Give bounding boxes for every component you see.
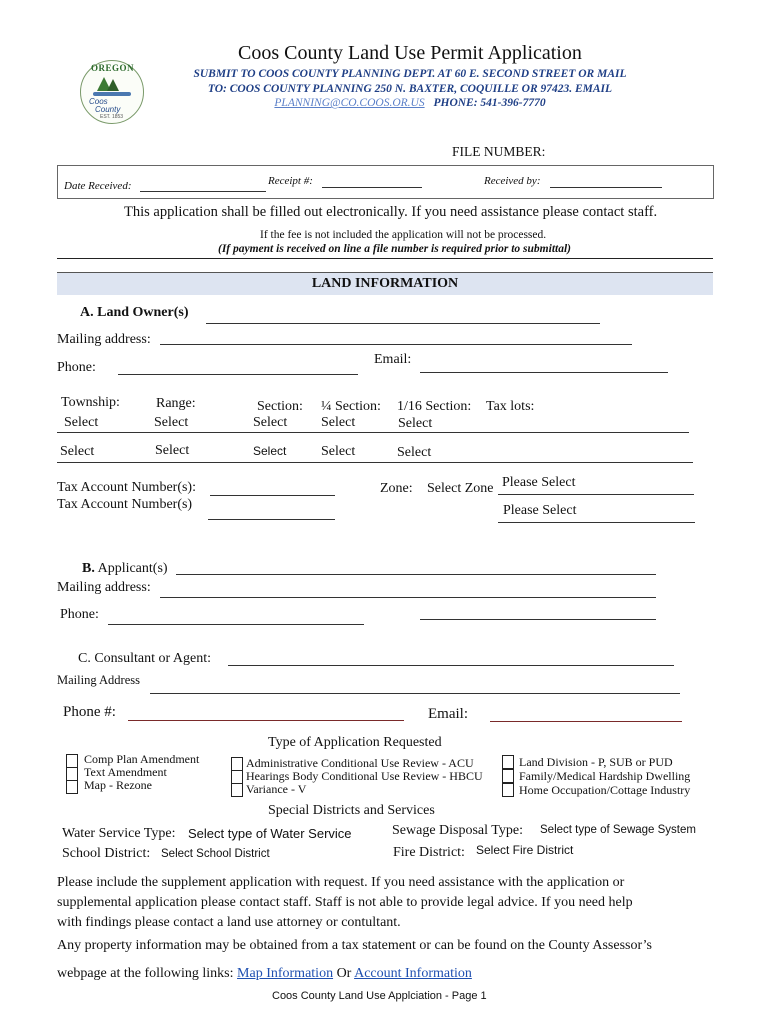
map-rezone-label: Map - Rezone bbox=[84, 778, 152, 792]
consultant-email-label: Email: bbox=[428, 706, 468, 722]
home-occupation-label: Home Occupation/Cottage Industry bbox=[519, 783, 691, 797]
township-label: Township: bbox=[61, 395, 120, 410]
consultant-phone-field[interactable] bbox=[128, 720, 404, 721]
owner-mailing-field[interactable] bbox=[160, 344, 632, 345]
text-amendment-checkbox[interactable] bbox=[66, 767, 78, 781]
map-information-link[interactable]: Map Information bbox=[237, 966, 334, 981]
quarter-section-select-2[interactable]: Select bbox=[321, 444, 356, 459]
applicant-label bbox=[82, 561, 168, 577]
receipt-label: Receipt #: bbox=[268, 175, 313, 187]
submit-instructions-line2: TO: COOS COUNTY PLANNING 250 N. BAXTER, COQUILLE OR 97423. EMAIL bbox=[207, 83, 613, 95]
zone-please-select-2[interactable]: Please Select bbox=[503, 503, 577, 518]
electronic-notice: This application shall be filled out electronically. If you need assistance please contact staff. bbox=[124, 204, 658, 220]
school-district-label: School District: bbox=[62, 846, 151, 861]
app-type-col3 bbox=[519, 755, 690, 797]
section-select-1[interactable]: Select bbox=[253, 415, 288, 430]
links-prefix: webpage at the following links: bbox=[57, 966, 234, 981]
consultant-email-field[interactable] bbox=[490, 721, 682, 722]
applicant-prefix: B. bbox=[82, 561, 95, 576]
planning-email-link[interactable]: PLANNING@CO.COOS.OR.US bbox=[274, 97, 425, 109]
consultant-phone-label: Phone #: bbox=[63, 704, 116, 720]
supplement-line-1: Please include the supplement application with request. If you need assistance with the application or bbox=[57, 875, 625, 890]
water-icon bbox=[93, 92, 131, 96]
logo-coos-text: Coos bbox=[89, 97, 108, 106]
land-division-label: Land Division - P, SUB or PUD bbox=[519, 755, 673, 769]
section-title: LAND INFORMATION bbox=[311, 276, 459, 291]
supplement-line-3: with findings please contact a land use attorney or contultant. bbox=[57, 915, 401, 930]
file-number-label: FILE NUMBER: bbox=[452, 144, 546, 159]
variance-checkbox[interactable] bbox=[231, 783, 243, 797]
sixteenth-section-select-1[interactable]: Select bbox=[398, 416, 433, 431]
sixteenth-section-label: 1/16 Section: bbox=[397, 399, 472, 414]
text-amendment-label: Text Amendment bbox=[84, 765, 167, 779]
owner-email-label: Email: bbox=[374, 352, 412, 367]
applicant-phone-field[interactable] bbox=[108, 624, 364, 625]
row-1-underline bbox=[57, 432, 689, 433]
hbcu-label: Hearings Body Conditional Use Review - HBCU bbox=[246, 769, 483, 783]
home-occupation-checkbox[interactable] bbox=[502, 783, 514, 797]
applicant-field[interactable] bbox=[176, 574, 656, 575]
consultant-label bbox=[78, 651, 211, 667]
owner-email-field[interactable] bbox=[420, 372, 668, 373]
owner-phone-label: Phone: bbox=[57, 360, 96, 375]
applicant-email-field[interactable] bbox=[420, 619, 656, 620]
fire-district-label: Fire District: bbox=[393, 845, 465, 860]
logo-county-text: County bbox=[95, 105, 121, 114]
tax-account-label-1: Tax Account Number(s): bbox=[57, 480, 196, 495]
tax-account-field-2[interactable] bbox=[208, 519, 335, 520]
comp-plan-amendment-label: Comp Plan Amendment bbox=[84, 752, 200, 766]
row-2-underline bbox=[57, 462, 693, 463]
zone-field-1 bbox=[498, 494, 694, 495]
app-type-col2 bbox=[246, 757, 483, 796]
zone-please-select-1[interactable]: Please Select bbox=[502, 475, 576, 490]
logo-est-text: EST. 1853 bbox=[100, 114, 124, 120]
consultant-label-text: Consultant or Agent: bbox=[94, 651, 212, 666]
quarter-section-select-1[interactable]: Select bbox=[321, 415, 356, 430]
application-type-title: Type of Application Requested bbox=[268, 735, 442, 750]
tax-account-field-1[interactable] bbox=[210, 495, 335, 496]
acu-checkbox[interactable] bbox=[231, 757, 243, 771]
applicant-phone-label: Phone: bbox=[60, 607, 99, 622]
page-title: Coos County Land Use Permit Application bbox=[238, 42, 582, 64]
date-received-field[interactable] bbox=[140, 191, 266, 192]
districts-title: Special Districts and Services bbox=[268, 803, 435, 818]
township-select-1[interactable]: Select bbox=[64, 415, 99, 430]
variance-label: Variance - V bbox=[246, 782, 307, 796]
received-by-field[interactable] bbox=[550, 187, 662, 188]
applicant-mailing-field[interactable] bbox=[160, 597, 656, 598]
land-owner-label: A. Land Owner(s) bbox=[80, 305, 189, 320]
sewage-select[interactable]: Select type of Sewage System bbox=[540, 824, 696, 836]
contact-line bbox=[150, 97, 670, 109]
tree-icon bbox=[107, 79, 119, 91]
divider bbox=[57, 258, 713, 259]
hbcu-checkbox[interactable] bbox=[231, 770, 243, 784]
owner-phone-field[interactable] bbox=[118, 374, 358, 375]
land-division-checkbox[interactable] bbox=[502, 755, 514, 769]
logo-arc-text: OREGON bbox=[91, 63, 135, 73]
tax-account-label-2: Tax Account Number(s) bbox=[57, 497, 193, 512]
applicant-mailing-label: Mailing address: bbox=[57, 580, 151, 595]
consultant-prefix: C. bbox=[78, 651, 91, 666]
county-seal-logo bbox=[80, 60, 144, 124]
comp-plan-amendment-checkbox[interactable] bbox=[66, 754, 78, 768]
sewage-label: Sewage Disposal Type: bbox=[392, 823, 523, 838]
consultant-mailing-field[interactable] bbox=[150, 693, 680, 694]
fee-notice: If the fee is not included the application will not be processed. bbox=[260, 229, 547, 241]
sixteenth-section-select-2[interactable]: Select bbox=[397, 445, 432, 460]
zone-field-2 bbox=[498, 522, 695, 523]
map-rezone-checkbox[interactable] bbox=[66, 780, 78, 794]
date-received-label: Date Received: bbox=[64, 180, 132, 192]
section-select-2[interactable]: Select bbox=[253, 444, 287, 458]
water-service-label: Water Service Type: bbox=[62, 826, 176, 841]
account-information-link[interactable]: Account Information bbox=[354, 966, 472, 981]
page-footer: Coos County Land Use Applciation - Page 1 bbox=[272, 990, 487, 1002]
land-owner-field[interactable] bbox=[206, 323, 600, 324]
property-info-line-1: Any property information may be obtained from a tax statement or can be found on the County Assessor’s bbox=[57, 938, 652, 953]
hardship-dwelling-checkbox[interactable] bbox=[502, 769, 514, 783]
acu-label: Administrative Conditional Use Review - ACU bbox=[246, 756, 474, 770]
fire-district-select[interactable]: Select Fire District bbox=[476, 843, 574, 857]
consultant-mailing-label: Mailing Address bbox=[57, 673, 140, 687]
range-label: Range: bbox=[156, 396, 196, 411]
tax-lots-label: Tax lots: bbox=[486, 399, 535, 414]
supplement-line-2: supplemental application please contact staff. Staff is not able to provide legal advice. If you need help bbox=[57, 895, 633, 910]
received-by-label: Received by: bbox=[484, 175, 541, 187]
office-use-box bbox=[57, 165, 714, 199]
payment-notice: (If payment is received on line a file number is required prior to submittal) bbox=[218, 243, 571, 255]
property-info-line-2 bbox=[57, 966, 472, 982]
range-select-1[interactable]: Select bbox=[154, 415, 189, 430]
water-service-select[interactable]: Select type of Water Service bbox=[188, 826, 352, 841]
links-or: Or bbox=[336, 966, 352, 981]
applicant-label-text: Applicant(s) bbox=[97, 561, 168, 576]
receipt-field[interactable] bbox=[322, 187, 422, 188]
hardship-dwelling-label: Family/Medical Hardship Dwelling bbox=[519, 769, 691, 783]
app-type-col1 bbox=[84, 753, 199, 792]
section-label: Section: bbox=[257, 399, 303, 414]
planning-phone: PHONE: 541-396-7770 bbox=[433, 97, 546, 109]
zone-label: Zone: bbox=[380, 481, 413, 496]
township-select-2[interactable]: Select bbox=[60, 444, 95, 459]
submit-instructions-line1: SUBMIT TO COOS COUNTY PLANNING DEPT. AT 60 E. SECOND STREET OR MAIL bbox=[193, 68, 627, 80]
zone-select[interactable]: Select Zone bbox=[427, 481, 494, 496]
land-information-header bbox=[57, 272, 713, 295]
owner-mailing-label: Mailing address: bbox=[57, 332, 151, 347]
consultant-field[interactable] bbox=[228, 665, 674, 666]
school-district-select[interactable]: Select School District bbox=[161, 848, 270, 860]
range-select-2[interactable]: Select bbox=[155, 443, 190, 458]
supplement-paragraph bbox=[57, 873, 633, 933]
quarter-section-label: ¼ Section: bbox=[321, 399, 381, 414]
